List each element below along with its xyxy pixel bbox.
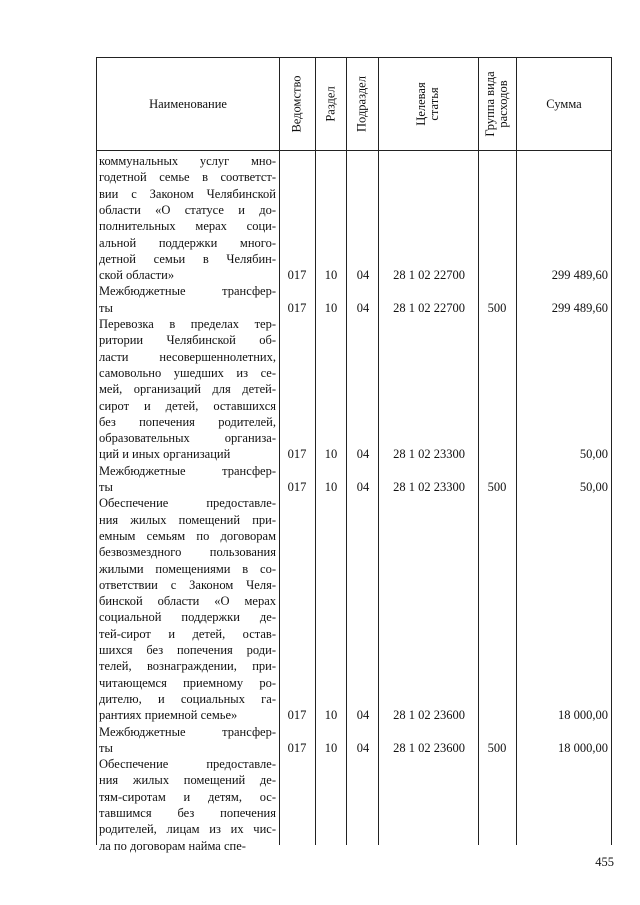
cell-podrazdel: 04 bbox=[356, 708, 370, 723]
cell-razdel: 10 bbox=[324, 268, 338, 283]
row-name-line: тавшимся без попечения bbox=[99, 806, 276, 820]
row-name-line: Межбюджетные трансфер- bbox=[99, 284, 276, 299]
cell-celevaya-statya: 28 1 02 23300 bbox=[393, 480, 465, 494]
row-name-line: детной семьи в Челябин- bbox=[99, 251, 276, 266]
column-divider bbox=[346, 57, 347, 845]
cell-vedomstvo: 017 bbox=[287, 708, 307, 723]
cell-summa: 50,00 bbox=[579, 480, 608, 494]
cell-celevaya-statya: 28 1 02 22700 bbox=[393, 300, 465, 315]
cell-razdel: 10 bbox=[324, 740, 338, 755]
header-bottom-border bbox=[96, 150, 612, 151]
row-name-line: тей-сирот и детей, остав- bbox=[99, 626, 276, 641]
row-name-line: полнительных мерах соци- bbox=[99, 219, 276, 234]
cell-vedomstvo: 017 bbox=[287, 480, 307, 494]
row-name-line: альной поддержки много- bbox=[99, 235, 276, 250]
row-name-line: ритории Челябинской об- bbox=[99, 333, 276, 348]
row-name-line: социальной поддержки де- bbox=[99, 610, 276, 625]
column-divider bbox=[378, 57, 379, 845]
header-gruppa-vida-rashodov bbox=[484, 71, 510, 136]
cell-vedomstvo: 017 bbox=[287, 268, 307, 283]
page-number: 455 bbox=[595, 855, 614, 869]
cell-celevaya-statya: 28 1 02 23600 bbox=[393, 708, 465, 723]
row-name-line: Обеспечение предоставле- bbox=[99, 757, 276, 772]
row-name-line: самовольно ушедших из се- bbox=[99, 365, 276, 380]
cell-podrazdel: 04 bbox=[356, 300, 370, 315]
row-name-line: образовательных организа- bbox=[99, 431, 276, 446]
column-divider bbox=[478, 57, 479, 845]
row-name-line: телей, вознаграждении, при- bbox=[99, 659, 276, 674]
row-name-line: ласти несовершеннолетних, bbox=[99, 349, 276, 364]
row-name-line: вии с Законом Челябинской bbox=[99, 186, 276, 201]
row-name-line: ла по договорам найма спе- bbox=[99, 838, 246, 853]
cell-celevaya-statya: 28 1 02 23600 bbox=[393, 740, 465, 755]
row-name-line: годетной семье в соответст- bbox=[99, 170, 276, 185]
row-name-line: безвозмездного пользования bbox=[99, 545, 276, 560]
header-podrazdel: Подраздел bbox=[354, 76, 369, 132]
row-name-line: емным семьям по договорам bbox=[99, 528, 276, 543]
row-name-line: сирот и детей, оставшихся bbox=[99, 398, 276, 413]
header-gruppa-line2: расходов bbox=[496, 80, 510, 128]
cell-podrazdel: 04 bbox=[356, 740, 370, 755]
column-divider bbox=[315, 57, 316, 845]
row-name-line: коммунальных услуг мно- bbox=[99, 154, 276, 168]
row-name-line: мей, организаций для детей- bbox=[99, 382, 276, 397]
row-name-line: ния жилых помещений де- bbox=[99, 773, 276, 788]
table-left-border bbox=[96, 57, 97, 845]
cell-summa: 18 000,00 bbox=[558, 740, 608, 755]
row-name-line: жилыми помещениями в со- bbox=[99, 561, 276, 576]
cell-razdel: 10 bbox=[324, 300, 338, 315]
row-name-line: Межбюджетные трансфер- bbox=[99, 724, 276, 739]
row-name-line: шихся без попечения роди- bbox=[99, 643, 276, 657]
cell-razdel: 10 bbox=[324, 480, 338, 494]
cell-vedomstvo: 017 bbox=[287, 740, 307, 755]
row-name-line: ты bbox=[99, 480, 113, 494]
row-name-line: бинской области «О мерах bbox=[99, 594, 276, 609]
row-name-line: тям-сиротам и детям, ос- bbox=[99, 789, 276, 804]
cell-summa: 299 489,60 bbox=[551, 300, 608, 315]
header-summa: Сумма bbox=[546, 96, 582, 111]
cell-summa: 18 000,00 bbox=[558, 708, 608, 723]
header-celevaya-line1: Целевая bbox=[414, 82, 428, 126]
header-celevaya-statya bbox=[415, 82, 441, 125]
row-name-line: без попечения родителей, bbox=[99, 414, 276, 429]
row-name-line: читающемся приемному ро- bbox=[99, 675, 276, 690]
row-name-line: области «О статусе и до- bbox=[99, 202, 276, 217]
row-name-line: ты bbox=[99, 740, 113, 755]
column-divider bbox=[516, 57, 517, 845]
cell-vedomstvo: 017 bbox=[287, 300, 307, 315]
row-name-line: ты bbox=[99, 300, 113, 315]
cell-gruppa-vida: 500 bbox=[487, 740, 507, 755]
cell-razdel: 10 bbox=[324, 447, 338, 462]
row-name-line: родителей, лицам из их чис- bbox=[99, 822, 276, 837]
cell-razdel: 10 bbox=[324, 708, 338, 723]
row-name-line: Перевозка в пределах тер- bbox=[99, 317, 276, 331]
column-divider bbox=[279, 57, 280, 845]
cell-celevaya-statya: 28 1 02 23300 bbox=[393, 447, 465, 462]
header-celevaya-line2: статья bbox=[427, 87, 441, 121]
cell-gruppa-vida: 500 bbox=[487, 300, 507, 315]
cell-podrazdel: 04 bbox=[356, 480, 370, 494]
cell-vedomstvo: 017 bbox=[287, 447, 307, 462]
row-name-line: дителю, и социальных га- bbox=[99, 691, 276, 706]
cell-summa: 299 489,60 bbox=[551, 268, 608, 283]
row-name-line: Межбюджетные трансфер- bbox=[99, 463, 276, 478]
header-razdel: Раздел bbox=[323, 86, 338, 122]
row-name-line: Обеспечение предоставле- bbox=[99, 496, 276, 511]
header-gruppa-line1: Группа вида bbox=[483, 71, 497, 137]
row-name-line: ответствии с Законом Челя- bbox=[99, 577, 276, 592]
table-right-border bbox=[611, 57, 612, 845]
cell-summa: 50,00 bbox=[579, 447, 608, 462]
header-name: Наименование bbox=[149, 96, 227, 111]
cell-celevaya-statya: 28 1 02 22700 bbox=[393, 268, 465, 283]
row-name-line: ской области» bbox=[99, 268, 175, 283]
row-name-line: ций и иных организаций bbox=[99, 447, 231, 462]
cell-gruppa-vida: 500 bbox=[487, 480, 507, 494]
header-vedomstvo: Ведомство bbox=[289, 75, 304, 133]
cell-podrazdel: 04 bbox=[356, 268, 370, 283]
row-name-line: ния жилых помещений при- bbox=[99, 512, 276, 527]
cell-podrazdel: 04 bbox=[356, 447, 370, 462]
row-name-line: рантиях приемной семье» bbox=[99, 708, 238, 723]
